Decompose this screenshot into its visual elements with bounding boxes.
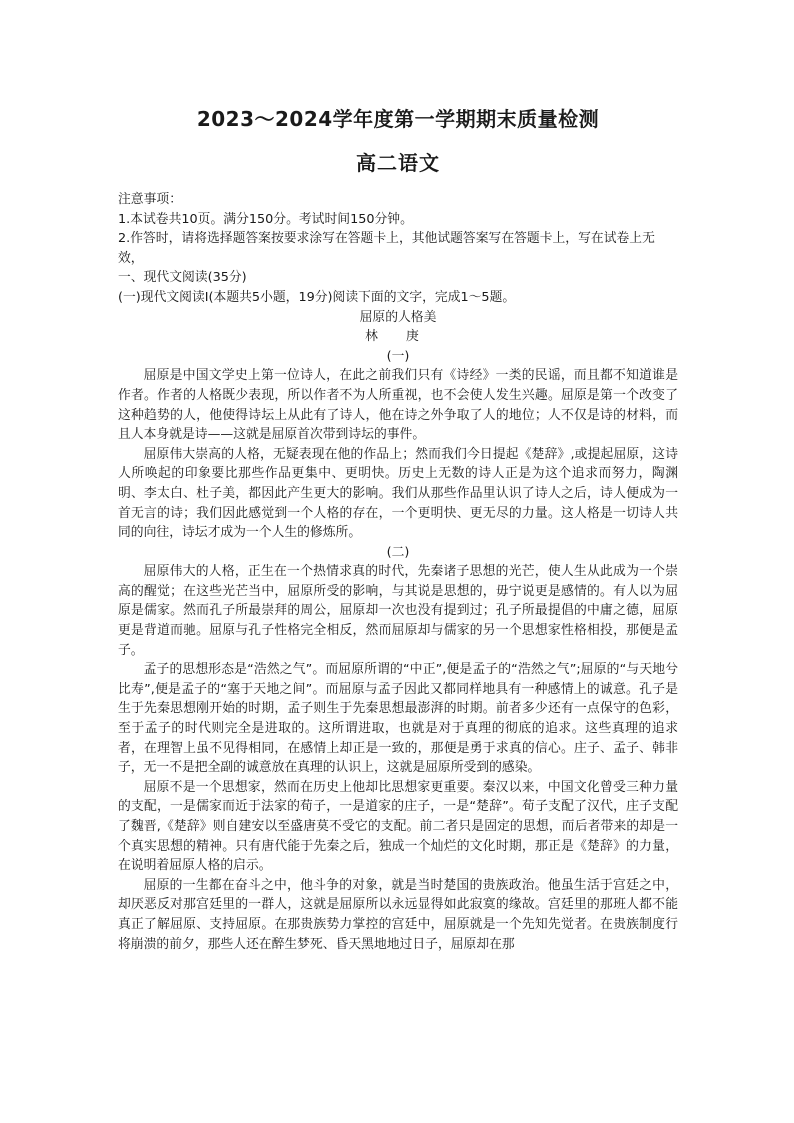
article-author: 林 庚 [365,329,431,345]
article-paragraph: 屈原不是一个思想家，然而在历史上他却比思想家更重要。秦汉以来，中国文化曾受三种力量的支配，一是儒家而近于法家的荀子，一是道家的庄子，一是“楚辞”。荀子支配了汉代，庄子支配了魏晋,《楚辞》则自建安以至盛唐莫不受它的支配。前二者只是固定的思想，而后者带来的却是一个真实思想的精神。只有唐代能于先秦之后，独成一个灿烂的文化时期，那正是《楚辞》的力量，在说明着屈原人格的启示。 [118,779,678,874]
exam-body [118,190,678,954]
article-paragraph: 屈原伟大崇高的人格，无疑表现在他的作品上；然而我们今日提起《楚辞》,或提起屈原，这诗人所唤起的印象要比那些作品更集中、更明快。历史上无数的诗人正是为这个追求而努力，陶渊明、李太白、杜子美，都因此产生更大的影响。我们从那些作品里认识了诗人之后，诗人便成为一首无言的诗；我们因此感觉到一个人格的存在，一个更明快、更无尽的力量。这人格是一切诗人共同的向往，诗坛才成为一个人生的修炼所。 [118,446,678,541]
part-label: (二) [386,544,410,560]
notes-item: 1.本试卷共10页。满分150分。考试时间150分钟。 [118,211,413,227]
subject-title: 高二语文 [356,151,440,175]
section-heading: 一、现代文阅读(35分) [118,270,247,286]
article-paragraph: 屈原的一生都在奋斗之中，他斗争的对象，就是当时楚国的贵族政治。他虽生活于宫廷之中，却厌恶反对那宫廷里的一群人，这就是屈原所以永远显得如此寂寞的缘故。宫廷里的那班人都不能真正了解屈原、支持屈原。在那贵族势力掌控的宫廷中，屈原就是一个先知先觉者。在贵族制度行将崩溃的前夕，那些人还在醉生梦死、昏天黑地地过日子，屈原却在那 [118,877,678,952]
notes-heading: 注意事项： [118,192,182,207]
exam-title: 2023～2024学年度第一学期期末质量检测 [196,107,600,131]
part-label: (一) [386,348,410,364]
article-paragraph: 屈原是中国文学史上第一位诗人，在此之前我们只有《诗经》一类的民谣，而且都不知道谁是作者。作者的人格既少表现，所以作者不为人所重视，也不会使人发生兴趣。屈原是第一个改变了这种趋势的人，他使得诗坛上从此有了诗人，他在诗之外争取了人的地位；人不仅是诗的材料，而且人本身就是诗——这就是屈原首次带到诗坛的事件。 [118,368,678,443]
notes-item: 2.作答时，请将选择题答案按要求涂写在答题卡上，其他试题答案写在答题卡上，写在试卷上无效， [118,231,655,266]
article-paragraph: 孟子的思想形态是“浩然之气”。而屈原所谓的“中正”,便是孟子的“浩然之气”;屈原的“与天地兮比寿”,便是孟子的“塞于天地之间”。而屈原与孟子因此又都同样地具有一种感情上的诚意。孔子是生于先秦思想刚开始的时期，孟子则生于先秦思想最澎湃的时期。前者多少还有一点保守的色彩，至于孟子的时代则完全是进取的。这所谓进取，也就是对于真理的彻底的追求。这些真理的追求者，在理智上虽不见得相同，在感情上却正是一致的，那便是勇于求真的信心。庄子、孟子、韩非子，无一不是把全副的诚意放在真理的认识上，这就是屈原所受到的感染。 [118,662,678,776]
article-paragraph: 屈原伟大的人格，正生在一个热情求真的时代，先秦诸子思想的光芒，使人生从此成为一个崇高的醒觉；在这些光芒当中，屈原所受的影响，与其说是思想的，毋宁说更是感情的。有人以为屈原是儒家。然而孔子所最崇拜的周公，屈原却一次也没有提到过；孔子所最提倡的中庸之德，屈原更是背道而驰。屈原与孔子性格完全相反，然而屈原却与儒家的另一个思想家性格相投，那便是孟子。 [118,564,678,658]
section-sub-heading: (一)现代文阅读Ⅰ(本题共5小题，19分)阅读下面的文字，完成1～5题。 [118,289,516,305]
exam-page [118,104,678,954]
article-title: 屈原的人格美 [359,309,437,325]
